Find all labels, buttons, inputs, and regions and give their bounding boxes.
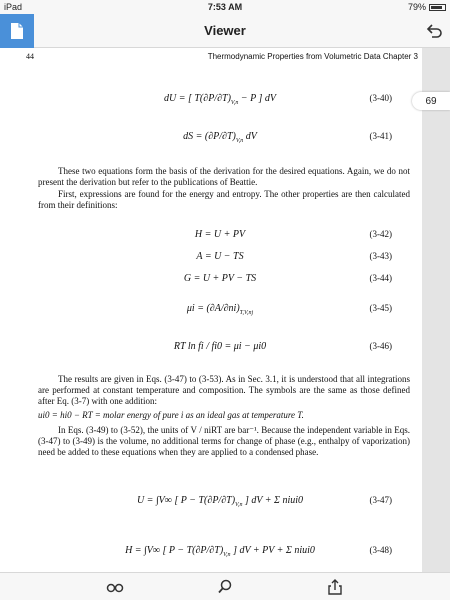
equation-lhs: U = <box>136 495 154 506</box>
paragraph: First, expressions are found for the energy and entropy. The other properties are then calculated from their definitions: <box>38 189 410 210</box>
document-page <box>18 48 422 572</box>
paragraph: These two equations form the basis of the derivation for the desired equations. Again, we do not present the derivation but refer to the publications of Beattie. <box>38 166 410 187</box>
equation-lhs: H = <box>125 545 142 556</box>
equation-lhs: A = <box>196 251 212 262</box>
equation-number: (3-48) <box>369 545 392 555</box>
equation-subscript: V,n <box>230 100 239 106</box>
equation-subscript: V,n <box>223 552 231 558</box>
equation-body: ∫V∞ [ P − T(∂P/∂T) <box>144 545 224 556</box>
equation-number: (3-40) <box>369 93 392 103</box>
equation-subscript: T,V,nj <box>239 310 254 316</box>
equation <box>18 90 422 110</box>
page-number: 44 <box>26 52 34 61</box>
equation-lhs: H = <box>194 229 212 240</box>
share-icon[interactable] <box>326 579 344 595</box>
equation-tail: − P ] dV <box>238 93 277 104</box>
equation-number: (3-41) <box>369 131 392 141</box>
nav-title: Viewer <box>204 23 246 38</box>
reading-glasses-icon[interactable] <box>106 579 124 595</box>
equation-body: [ T(∂P/∂T) <box>187 93 231 104</box>
navigation-bar <box>0 14 450 48</box>
equation-tail: dV <box>243 131 257 142</box>
equation-body: ∫V∞ [ P − T(∂P/∂T) <box>155 495 236 506</box>
clock: 7:53 AM <box>207 2 243 12</box>
equation <box>18 492 422 512</box>
equation <box>18 338 422 358</box>
equation-body: U + PV − TS <box>202 273 257 284</box>
equation-number: (3-43) <box>369 251 392 261</box>
bottom-toolbar <box>0 572 450 600</box>
page-number-badge[interactable]: 69 <box>412 92 450 110</box>
equation-body: (∂A/∂ni) <box>206 303 240 314</box>
equation-lhs: dU = <box>163 93 186 104</box>
equation <box>18 542 422 562</box>
undo-icon[interactable] <box>424 21 444 41</box>
equation-number: (3-46) <box>369 341 392 351</box>
equation-body: (∂P/∂T) <box>204 131 236 142</box>
battery-indicator <box>408 2 446 12</box>
running-header: Thermodynamic Properties from Volumetric Data Chapter 3 <box>207 52 418 61</box>
equation-lhs: G = <box>183 273 201 284</box>
equation <box>18 248 422 268</box>
equation-number: (3-44) <box>369 273 392 283</box>
equation-body: U − TS <box>214 251 244 262</box>
equation <box>18 226 422 246</box>
battery-icon <box>429 4 446 11</box>
equation-lhs: μi = <box>186 303 204 314</box>
equation-number: (3-45) <box>369 303 392 313</box>
equation-tail: ] dV + PV + Σ niui0 <box>230 545 315 556</box>
paragraph: The results are given in Eqs. (3-47) to (3-53). As in Sec. 3.1, it is understood that all integrations are performed at constant temperature and composition. The symbols are the same as those defined after Eq. (3-7) with one addition: <box>38 374 410 406</box>
equation-lhs: dS = <box>183 131 203 142</box>
equation <box>18 270 422 290</box>
equation <box>18 300 422 320</box>
equation-subscript: V,n <box>235 138 244 144</box>
equation-body: fi / fi0 = μi − μi0 <box>198 341 267 352</box>
device-label: iPad <box>4 2 23 12</box>
equation-body: U + PV <box>213 229 246 240</box>
equation-subscript: V,n <box>235 502 243 508</box>
equation-tail: ] dV + Σ niui0 <box>242 495 304 506</box>
equation-number: (3-47) <box>369 495 392 505</box>
definition-line: ui0 = hi0 − RT = molar energy of pure i as an ideal gas at temperature T. <box>38 410 304 420</box>
battery-percent: 79% <box>407 2 426 12</box>
search-icon[interactable] <box>216 579 234 595</box>
equation-lhs: RT ln <box>173 341 196 352</box>
page-scroller-strip[interactable] <box>422 48 450 572</box>
equation-number: (3-42) <box>369 229 392 239</box>
status-bar <box>0 0 450 14</box>
equation <box>18 128 422 148</box>
paragraph: In Eqs. (3-49) to (3-52), the units of V / niRT are bar⁻¹. Because the independent variable in Eqs. (3-47) to (3-49) is the volume, no additional terms for change of phase (e.g., enthalpy of vaporization) need be added to these equations when they are applied to a condensed phase. <box>38 425 410 457</box>
